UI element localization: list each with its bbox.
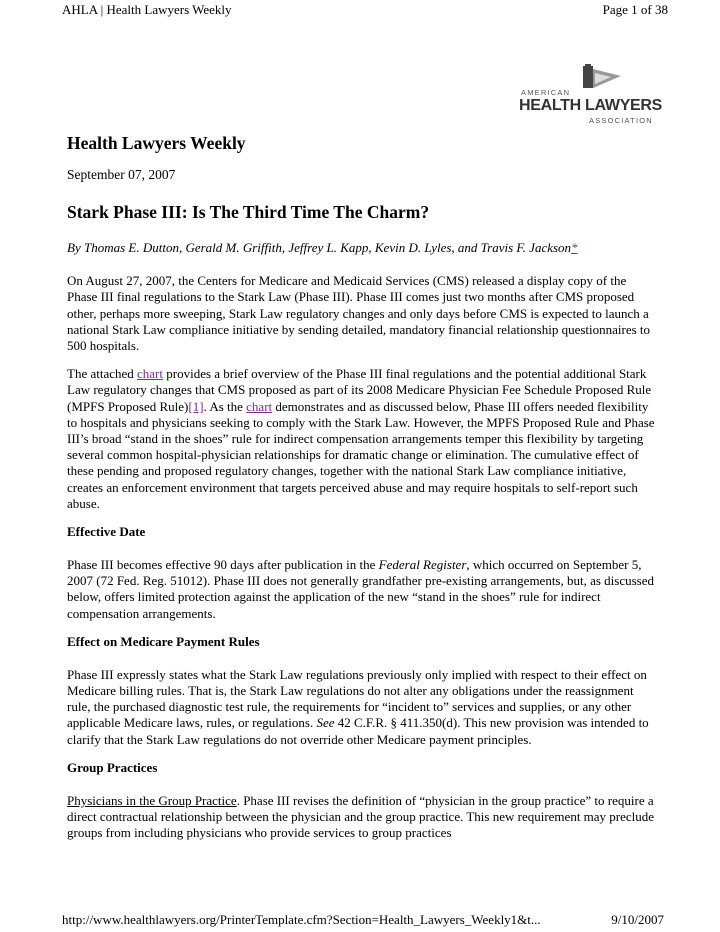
byline (67, 240, 657, 256)
text-run: 42 C.F.R. § 411.350(d). This new provision was intended to clarify that the Stark Law regulations do not override other Medicare payment principles. (67, 715, 649, 747)
chart-link[interactable]: chart (137, 366, 163, 382)
paragraph-intro: On August 27, 2007, the Centers for Medicare and Medicaid Services (CMS) released a display copy of the Phase III final regulations to the Stark Law (Phase III). Phase III comes just two months after CMS proposed other, perhaps more sweeping, Stark Law regulatory changes and only days before CMS is expected to launch a national Stark Law compliance initiative by sending detailed, mandatory financial relationship questionnaires to 500 hospitals. (67, 273, 651, 354)
text-run: Phase III expressly states what the Stark Law regulations previously only implied with respect to their effect on Medicare billing rules. That is, the Stark Law regulations do not alter any obligations under the reassignment rule, the purchased diagnostic test rule, the requirements for “incident to” services and supplies, or any other applicable Medicare laws, rules, or regulations. (67, 666, 647, 731)
footer-date: 9/10/2007 (611, 912, 664, 927)
heading-effective-date: Effective Date (67, 524, 146, 540)
publication-title: Health Lawyers Weekly (67, 133, 246, 153)
paragraph-group-practices (67, 793, 657, 842)
publication-date: September 07, 2007 (67, 167, 176, 182)
paragraph-medicare-payment (67, 667, 657, 748)
underlined-term: Physicians in the Group Practice (67, 792, 237, 808)
text-run: demonstrates and as discussed below, Phase III offers needed flexibility to hospitals and physicians seeking to comply with the Stark Law. However, the MPFS Proposed Rule and Phase III’s broad “stand in the shoes” rule for indirect compensation arrangements temper this flexibility by targeting several common hospital-physician relationships for dramatic change or elimination. The cumulative effect of these pending and proposed regulatory changes, together with the national Stark Law compliance initiative, creates an enforcement environment that targets perceived abuse and may require hospitals to self-report such abuse. (67, 398, 655, 511)
paragraph-effective-date (67, 557, 657, 622)
header-title: AHLA | Health Lawyers Weekly (62, 2, 232, 17)
text-run: , which occurred on September 5, 2007 (72 Fed. Reg. 51012). Phase III does not generally grandfather pre-existing arrangements, but, as discussed below, offers limited protection against the application of the new “stand in the shoes” rule for indirect compensation arrangements. (67, 557, 655, 621)
logo-line-health-lawyers: HEALTH LAWYERS (519, 97, 663, 114)
italic-see: See (316, 715, 335, 731)
text-run: . As the (203, 398, 247, 414)
italic-federal-register: Federal Register (378, 557, 467, 573)
footnote-link-1[interactable]: [1] (188, 398, 204, 414)
heading-group-practices: Group Practices (67, 759, 158, 775)
byline-authors: By Thomas E. Dutton, Gerald M. Griffith, Jeffrey L. Kapp, Kevin D. Lyles, and Travis F. Jackson (67, 240, 572, 255)
text-run: Phase III becomes effective 90 days after publication in the (67, 557, 379, 573)
heading-medicare-payment: Effect on Medicare Payment Rules (67, 633, 260, 649)
pillar-book-emblem-icon (581, 64, 623, 90)
page-number: Page 1 of 38 (602, 2, 668, 17)
text-run: . Phase III revises the definition of “physician in the group practice” to require a direct contractual relationship between the physician and the group practice. This new requirement may preclude groups from including physicians who provide services to group practices (67, 792, 655, 841)
logo-line-association: ASSOCIATION (589, 116, 653, 125)
author-footnote-link[interactable]: * (571, 240, 578, 255)
logo-line-american: AMERICAN (521, 88, 571, 97)
text-run: provides a brief overview of the Phase III final regulations and the potential additional Stark Law regulatory changes that CMS proposed as part of its 2008 Medicare Physician Fee Schedule Proposed Rule (MPFS Proposed Rule) (67, 366, 652, 414)
ahla-logo (519, 64, 663, 126)
article-title: Stark Phase III: Is The Third Time The Charm? (67, 202, 430, 222)
text-run: The attached (67, 366, 138, 382)
footer-url: http://www.healthlawyers.org/PrinterTemplate.cfm?Section=Health_Lawyers_Weekly1&t... (62, 912, 541, 927)
article-content (67, 133, 657, 853)
chart-link-2[interactable]: chart (246, 398, 273, 414)
paragraph-chart-overview (67, 366, 657, 512)
